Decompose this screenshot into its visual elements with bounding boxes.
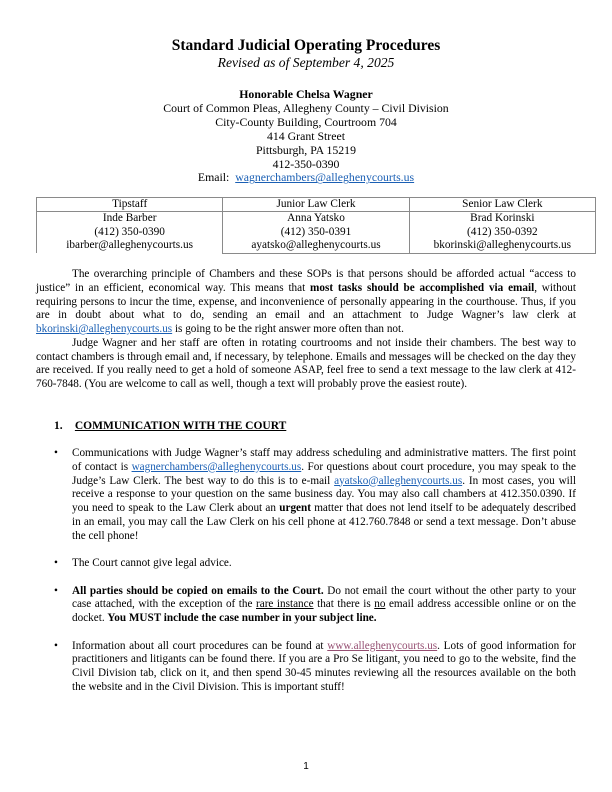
intro-section [36, 268, 576, 392]
law-clerk-email-link[interactable]: bkorinski@alleghenycourts.us [36, 323, 173, 335]
text-run: that there is [313, 598, 375, 611]
bullet-icon: • [54, 447, 58, 459]
bold-emphasis: urgent [279, 502, 311, 514]
revision-date: Revised as of September 4, 2025 [217, 55, 395, 70]
list-item [54, 447, 576, 543]
bullet-icon: • [54, 639, 58, 652]
section-title: COMMUNICATION WITH THE COURT [74, 420, 287, 432]
staff-email: bkorinski@alleghenycourts.us [433, 239, 572, 252]
staff-table [36, 197, 596, 254]
underlined-text: no [374, 598, 386, 611]
column-header: Tipstaff [37, 198, 223, 212]
page-number: 1 [303, 761, 309, 772]
staff-table-row [37, 212, 596, 253]
column-header: Junior Law Clerk [223, 198, 409, 212]
intro-paragraph-2: Judge Wagner and her staff are often in rotating courtrooms and not inside their chambers. The best way to contact chambers is through email and, if necessary, by telephone. Emails and messages will be checked on the day they are received. If you really need to get a hold of someone ASAP, feel free to send a text message to the law clerk at 412-760-7848. (You are welcome to call as well, though a text will probably prove the easiest route). [36, 336, 576, 390]
text-run: email address accessible online or on the docket. [72, 598, 576, 624]
chambers-phone: 412-350-0390 [272, 156, 340, 171]
bullet-icon: • [54, 584, 58, 597]
intro-paragraph-1 [36, 268, 576, 337]
text-run: The Court cannot give legal advice. [72, 557, 232, 569]
staff-cell-senior-clerk [409, 212, 595, 253]
section-heading [54, 420, 286, 434]
list-item [54, 557, 576, 571]
text-run: Do not email the court without the other party to your case attached, with the exception of the [72, 584, 576, 611]
staff-name: Anna Yatsko [287, 212, 345, 225]
court-name: Court of Common Pleas, Allegheny County – Civil Division [163, 100, 449, 115]
staff-email: ibarber@alleghenycourts.us [66, 239, 194, 252]
chambers-email-line [0, 171, 612, 185]
staff-name: Brad Korinski [470, 212, 535, 225]
court-website-link[interactable]: www.alleghenycourts.us [327, 639, 438, 652]
chambers-email-link[interactable]: wagnerchambers@alleghenycourts.us [131, 460, 302, 473]
junior-clerk-email-link[interactable]: ayatsko@alleghenycourts.us [334, 474, 463, 487]
text-run: Communications with Judge Wagner’s staff may address scheduling and administrative matters. The first point of contact is [72, 447, 576, 473]
bold-emphasis: most tasks should be accomplished via email [310, 281, 535, 294]
street-address: 414 Grant Street [267, 128, 345, 143]
text-run: The overarching principle of Chambers and these SOPs is that persons should be afforded actual “access to justice” in an efficient, economical way. This means that [36, 268, 576, 294]
staff-table-header [37, 198, 596, 212]
staff-email: ayatsko@alleghenycourts.us [251, 239, 381, 252]
staff-cell-junior-clerk [223, 212, 409, 253]
staff-name: Inde Barber [102, 212, 157, 225]
column-header: Senior Law Clerk [409, 198, 595, 212]
bold-emphasis: You MUST include the case number in your subject line. [107, 612, 377, 624]
text-run: . Lots of good information for practitioners and litigants can be found there. If you are a Pro Se litigant, you need to go to the website, find the Civil Division tab, click on it, and then spend 30-45 minutes reviewing all the resources available on the both the website and in the Civil Division. This is important stuff! [72, 639, 576, 693]
text-run: matter that does not lend itself to be adequately described in an email, you may call the Law Clerk on his cell phone at 412.760.7848 or send a text message. Don’t abuse the cell phone! [72, 502, 576, 542]
text-run: . For questions about court procedure, you may speak to the Judge’s Law Clerk. The best way to do this is to e-mail [72, 460, 576, 487]
text-run: , without requiring persons to incur the time, expense, and inconvenience of personally appearing in the courthouse. Thus, if you are in doubt about what to do, sending an email and an attachment to Judge Wagner’s law clerk at [36, 281, 576, 322]
city-address: Pittsburgh, PA 15219 [256, 142, 356, 157]
bold-emphasis: All parties should be copied on emails to the Court. [72, 584, 324, 597]
underlined-text: rare instance [256, 598, 314, 611]
bullet-icon: • [54, 557, 58, 569]
list-item [54, 585, 576, 626]
judge-name: Honorable Chelsa Wagner [239, 87, 373, 101]
section-number: 1. [54, 420, 63, 432]
text-run: . In most cases, you will receive a response to your question on the same business day. You may also call chambers at 412.350.0390. If you need to speak to the Law Clerk about an [72, 474, 576, 514]
communication-bullet-list [54, 447, 576, 708]
text-run: is going to be the right answer more often than not. [172, 323, 404, 335]
document-title: Standard Judicial Operating Procedures [171, 37, 441, 54]
staff-phone: (412) 350-0391 [280, 225, 352, 238]
chambers-header [0, 88, 612, 185]
text-run: Information about all court procedures can be found at [72, 639, 328, 652]
staff-phone: (412) 350-0392 [467, 225, 538, 238]
email-label: Email: [197, 170, 230, 185]
staff-phone: (412) 350-0390 [94, 225, 165, 238]
staff-cell-tipstaff [37, 212, 223, 253]
building-address: City-County Building, Courtroom 704 [215, 114, 397, 129]
list-item [54, 640, 576, 695]
chambers-email-link[interactable]: wagnerchambers@alleghenycourts.us [235, 170, 415, 185]
